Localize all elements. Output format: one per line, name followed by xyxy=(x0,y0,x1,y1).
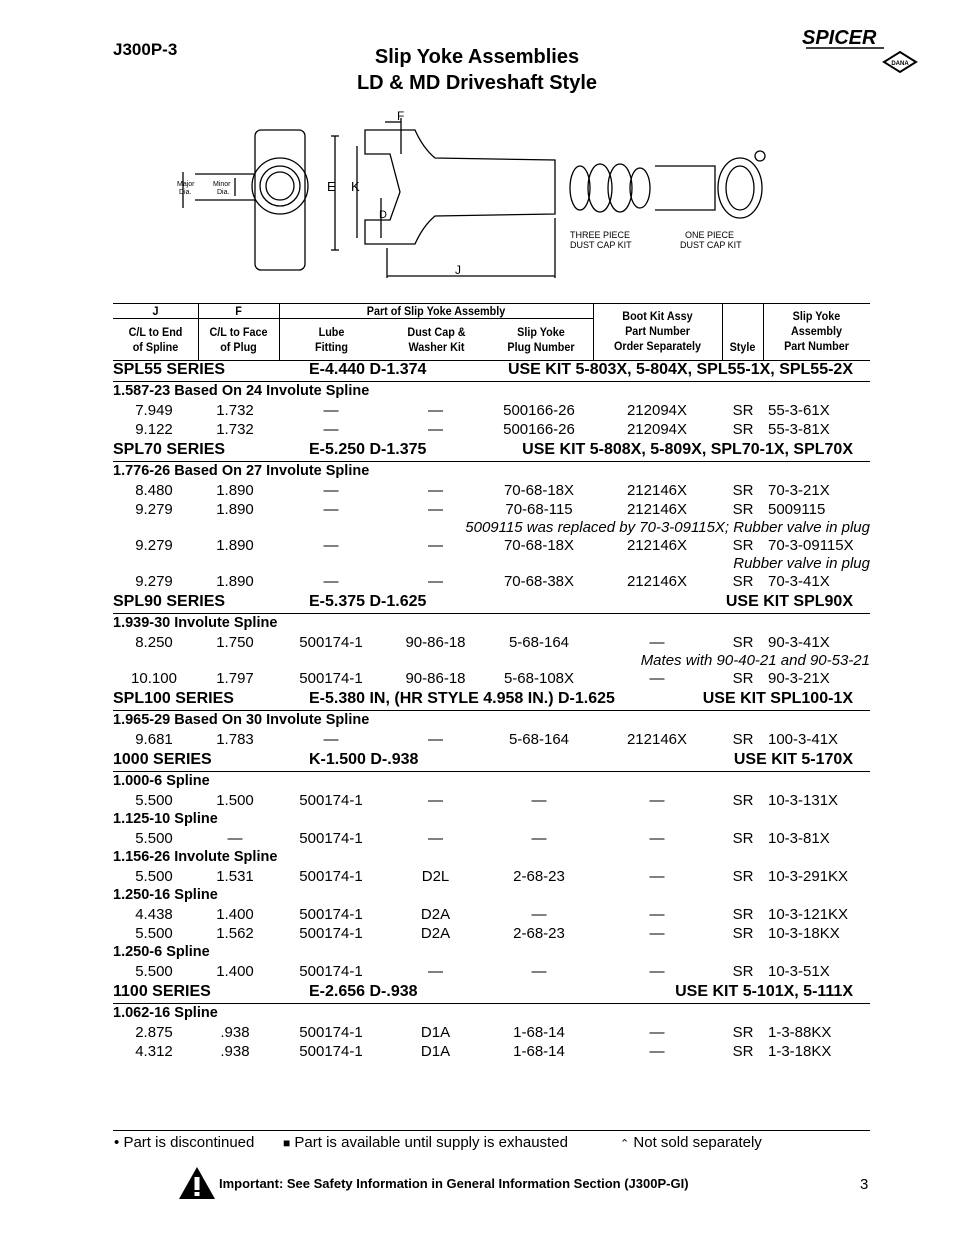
cell-assembly: 55-3-61X xyxy=(768,402,830,419)
table-row xyxy=(113,962,870,981)
slip-yoke-diagram xyxy=(175,108,795,283)
cell-plug: 5-68-164 xyxy=(508,634,570,651)
spline-label: 1.939-30 Involute Spline xyxy=(113,615,278,631)
cell-lube: 500174-1 xyxy=(299,868,363,885)
cell-lube: — xyxy=(323,731,339,748)
series-row xyxy=(113,591,870,614)
series-row xyxy=(113,439,870,462)
cell-f: 1.400 xyxy=(216,906,254,923)
svg-text:DUST CAP KIT: DUST CAP KIT xyxy=(570,240,632,250)
cell-style: SR xyxy=(732,421,754,438)
cell-plug: 500166-26 xyxy=(503,421,575,438)
cell-assembly: 10-3-291KX xyxy=(768,868,849,885)
series-name: SPL90 SERIES xyxy=(113,593,226,610)
cell-plug: 70-68-115 xyxy=(505,501,573,518)
cell-boot-kit: — xyxy=(649,1024,665,1041)
spline-label: 1.000-6 Spline xyxy=(113,773,210,789)
cell-f: 1.890 xyxy=(216,573,254,590)
cell-plug: 5-68-108X xyxy=(503,670,575,687)
cell-dust-cap: D1A xyxy=(420,1024,451,1041)
col-plug: Slip Yoke Plug Number xyxy=(507,325,575,354)
cell-boot-kit: 212094X xyxy=(626,421,688,438)
cell-plug: — xyxy=(531,830,547,847)
table-row xyxy=(113,633,870,652)
cell-dust-cap: — xyxy=(428,731,443,748)
cell-j: 2.875 xyxy=(135,1024,173,1041)
cell-dust-cap: — xyxy=(428,830,443,847)
cell-plug: 1-68-14 xyxy=(513,1043,565,1060)
col-style: Style xyxy=(729,340,756,354)
table-row xyxy=(113,1023,870,1042)
legend-supply: ■ Part is available until supply is exhausted xyxy=(283,1134,568,1151)
spline-subheading xyxy=(113,711,870,730)
cell-assembly: 90-3-41X xyxy=(768,634,830,651)
cell-dust-cap: — xyxy=(428,421,443,438)
series-kit: USE KIT 5-170X xyxy=(733,751,853,768)
cell-style: SR xyxy=(732,830,754,847)
cell-boot-kit: — xyxy=(649,963,665,980)
page-subtitle: LD & MD Driveshaft Style xyxy=(356,72,598,94)
spline-label: 1.062-16 Spline xyxy=(113,1005,218,1021)
cell-lube: 500174-1 xyxy=(299,925,363,942)
series-dimensions: E-4.440 D-1.374 xyxy=(309,361,427,378)
cell-f: 1.400 xyxy=(216,963,254,980)
col-f-sub: C/L to Face of Plug xyxy=(209,325,268,354)
safety-notice: Important: See Safety Information in General Information Section (J300P-GI) xyxy=(219,1176,689,1191)
cell-dust-cap: D2A xyxy=(420,906,451,923)
cell-f: — xyxy=(227,830,243,847)
col-group: Part of Slip Yoke Assembly xyxy=(366,304,506,318)
cell-j: 7.949 xyxy=(135,402,173,419)
cell-dust-cap: — xyxy=(428,573,443,590)
cell-dust-cap: — xyxy=(428,482,443,499)
col-j-sub: C/L to End of Spline xyxy=(128,325,183,354)
table-header xyxy=(113,303,870,361)
table-row xyxy=(113,791,870,810)
row-note xyxy=(113,519,870,536)
cell-boot-kit: — xyxy=(649,1043,665,1060)
table-row xyxy=(113,420,870,439)
legend-discontinued: • Part is discontinued xyxy=(114,1134,255,1151)
cell-f: 1.500 xyxy=(216,792,254,809)
dana-text: DANA xyxy=(891,61,909,67)
svg-text:K: K xyxy=(351,179,360,194)
series-dimensions: E-5.250 D-1.375 xyxy=(309,441,427,458)
cell-f: 1.890 xyxy=(216,537,254,554)
spline-label: 1.125-10 Spline xyxy=(113,811,218,827)
cell-boot-kit: — xyxy=(649,830,665,847)
cell-assembly: 10-3-121KX xyxy=(768,906,849,923)
cell-assembly: 10-3-81X xyxy=(768,830,830,847)
spline-label: 1.156-26 Involute Spline xyxy=(113,849,278,865)
series-row xyxy=(113,749,870,772)
table-row xyxy=(113,829,870,848)
table-row xyxy=(113,536,870,555)
series-dimensions: E-5.380 IN, (HR STYLE 4.958 IN.) D-1.625 xyxy=(309,690,615,707)
table-row xyxy=(113,669,870,688)
cell-f: 1.732 xyxy=(216,421,254,438)
cell-f: 1.531 xyxy=(216,868,254,885)
cell-lube: 500174-1 xyxy=(299,830,363,847)
series-dimensions: K-1.500 D-.938 xyxy=(309,751,419,768)
cell-plug: 2-68-23 xyxy=(513,868,565,885)
cell-lube: — xyxy=(323,501,339,518)
cell-boot-kit: 212146X xyxy=(626,731,688,748)
col-j: J xyxy=(152,304,159,318)
spline-label: 1.965-29 Based On 30 Involute Spline xyxy=(113,712,370,728)
cell-style: SR xyxy=(732,925,754,942)
cell-plug: 70-68-38X xyxy=(503,573,575,590)
series-row xyxy=(113,981,870,1004)
cell-f: 1.750 xyxy=(216,634,254,651)
svg-text:THREE PIECE: THREE PIECE xyxy=(570,230,631,240)
cell-dust-cap: — xyxy=(428,501,443,518)
cell-f: 1.797 xyxy=(216,670,254,687)
series-name: SPL70 SERIES xyxy=(113,441,226,458)
cell-j: 9.279 xyxy=(135,573,173,590)
note-text: Mates with 90-40-21 and 90-53-21 xyxy=(640,652,870,669)
col-f: F xyxy=(235,304,242,318)
spline-label: 1.776-26 Based On 27 Involute Spline xyxy=(113,463,370,479)
cell-j: 9.279 xyxy=(135,501,173,518)
cell-plug: — xyxy=(531,792,547,809)
cell-f: 1.783 xyxy=(216,731,254,748)
parts-table-body xyxy=(113,359,870,1061)
table-row xyxy=(113,924,870,943)
cell-style: SR xyxy=(732,670,754,687)
cell-dust-cap: 90-86-18 xyxy=(405,634,466,651)
cell-assembly: 10-3-131X xyxy=(768,792,839,809)
cell-f: 1.890 xyxy=(216,482,254,499)
cell-dust-cap: — xyxy=(428,792,443,809)
cell-lube: — xyxy=(323,402,339,419)
cell-j: 5.500 xyxy=(135,792,173,809)
brand-text: SPICER xyxy=(802,27,877,49)
cell-style: SR xyxy=(732,573,754,590)
cell-style: SR xyxy=(732,868,754,885)
cell-lube: 500174-1 xyxy=(299,906,363,923)
table-row xyxy=(113,730,870,749)
page-number: 3 xyxy=(860,1176,869,1193)
cell-boot-kit: — xyxy=(649,906,665,923)
cell-dust-cap: 90-86-18 xyxy=(405,670,466,687)
cell-j: 5.500 xyxy=(135,868,173,885)
cell-dust-cap: — xyxy=(428,537,443,554)
col-boot: Boot Kit Assy Part Number Order Separately xyxy=(613,309,702,353)
table-row xyxy=(113,481,870,500)
cell-lube: 500174-1 xyxy=(299,1043,363,1060)
cell-boot-kit: — xyxy=(649,868,665,885)
cell-f: 1.562 xyxy=(216,925,254,942)
cell-boot-kit: 212094X xyxy=(626,402,688,419)
cell-j: 5.500 xyxy=(135,830,173,847)
cell-j: 5.500 xyxy=(135,963,173,980)
cell-j: 4.438 xyxy=(135,906,173,923)
warning-icon xyxy=(178,1166,216,1200)
table-row xyxy=(113,401,870,420)
col-asm: Slip Yoke Assembly Part Number xyxy=(784,309,849,353)
cell-style: SR xyxy=(732,792,754,809)
cell-plug: — xyxy=(531,963,547,980)
cell-lube: 500174-1 xyxy=(299,792,363,809)
cell-plug: 2-68-23 xyxy=(513,925,565,942)
spline-subheading xyxy=(113,886,870,905)
cell-assembly: 55-3-81X xyxy=(768,421,830,438)
cell-assembly: 70-3-09115X xyxy=(768,537,854,554)
cell-lube: 500174-1 xyxy=(299,963,363,980)
cell-j: 9.681 xyxy=(135,731,173,748)
cell-assembly: 90-3-21X xyxy=(768,670,830,687)
row-note xyxy=(113,555,870,572)
cell-plug: 5-68-164 xyxy=(508,731,570,748)
page-title: Slip Yoke Assemblies xyxy=(374,46,580,68)
cell-style: SR xyxy=(732,963,754,980)
svg-text:Dia.: Dia. xyxy=(179,189,192,196)
cell-lube: 500174-1 xyxy=(299,670,363,687)
cell-dust-cap: D2A xyxy=(420,925,451,942)
cell-assembly: 10-3-51X xyxy=(768,963,830,980)
svg-text:D: D xyxy=(379,209,387,221)
cell-boot-kit: — xyxy=(649,670,665,687)
cell-style: SR xyxy=(732,482,754,499)
spline-subheading xyxy=(113,1004,870,1023)
cell-j: 5.500 xyxy=(135,925,173,942)
series-kit: USE KIT SPL90X xyxy=(725,593,853,610)
cell-j: 9.279 xyxy=(135,537,173,554)
svg-text:F: F xyxy=(397,109,405,123)
spline-subheading xyxy=(113,462,870,481)
cell-dust-cap: — xyxy=(428,963,443,980)
table-row xyxy=(113,867,870,886)
cell-plug: 70-68-18X xyxy=(503,537,575,554)
note-text: Rubber valve in plug xyxy=(733,555,870,572)
cell-style: SR xyxy=(732,1024,754,1041)
col-dust: Dust Cap & Washer Kit xyxy=(407,325,466,354)
cell-boot-kit: 212146X xyxy=(626,482,688,499)
cell-lube: 500174-1 xyxy=(299,1024,363,1041)
cell-lube: — xyxy=(323,573,339,590)
cell-j: 4.312 xyxy=(135,1043,173,1060)
cell-plug: — xyxy=(531,906,547,923)
svg-text:DUST CAP KIT: DUST CAP KIT xyxy=(680,240,742,250)
series-row xyxy=(113,359,870,382)
cell-style: SR xyxy=(732,731,754,748)
spline-subheading xyxy=(113,810,870,829)
cell-style: SR xyxy=(732,501,754,518)
series-kit: USE KIT 5-808X, 5-809X, SPL70-1X, SPL70X xyxy=(522,441,853,458)
cell-boot-kit: — xyxy=(649,925,665,942)
spicer-logo xyxy=(800,24,918,76)
cell-lube: — xyxy=(323,421,339,438)
cell-lube: — xyxy=(323,482,339,499)
series-kit: USE KIT 5-101X, 5-111X xyxy=(675,983,853,1000)
cell-assembly: 70-3-21X xyxy=(768,482,830,499)
document-id: J300P-3 xyxy=(113,40,178,59)
cell-plug: 1-68-14 xyxy=(513,1024,565,1041)
cell-dust-cap: D1A xyxy=(420,1043,451,1060)
table-row xyxy=(113,905,870,924)
row-note xyxy=(113,652,870,669)
cell-f: .938 xyxy=(220,1043,250,1060)
spline-label: 1.250-6 Spline xyxy=(113,944,210,960)
spline-subheading xyxy=(113,382,870,401)
spline-subheading xyxy=(113,943,870,962)
cell-boot-kit: 212146X xyxy=(626,501,688,518)
cell-boot-kit: 212146X xyxy=(626,573,688,590)
cell-boot-kit: — xyxy=(649,792,665,809)
note-text: 5009115 was replaced by 70-3-09115X; Rubber valve in plug xyxy=(465,519,870,536)
cell-style: SR xyxy=(732,1043,754,1060)
cell-assembly: 70-3-41X xyxy=(768,573,830,590)
svg-text:Major: Major xyxy=(177,181,195,188)
legend-not-sold: ⌃ Not sold separately xyxy=(620,1134,762,1151)
cell-f: 1.890 xyxy=(216,501,254,518)
spline-subheading xyxy=(113,772,870,791)
svg-text:ONE PIECE: ONE PIECE xyxy=(685,230,735,240)
series-dimensions: E-2.656 D-.938 xyxy=(309,983,418,1000)
cell-assembly: 100-3-41X xyxy=(768,731,839,748)
cell-lube: — xyxy=(323,537,339,554)
cell-f: 1.732 xyxy=(216,402,254,419)
svg-text:J: J xyxy=(455,263,461,277)
table-row xyxy=(113,1042,870,1061)
series-name: SPL100 SERIES xyxy=(113,690,234,707)
series-dimensions: E-5.375 D-1.625 xyxy=(309,593,427,610)
cell-dust-cap: D2L xyxy=(421,868,450,885)
series-kit: USE KIT SPL100-1X xyxy=(702,690,853,707)
svg-text:Dia.: Dia. xyxy=(217,189,230,196)
spline-subheading xyxy=(113,614,870,633)
footer-divider xyxy=(113,1130,870,1131)
table-row xyxy=(113,572,870,591)
cell-assembly: 1-3-18KX xyxy=(768,1043,832,1060)
cell-f: .938 xyxy=(220,1024,250,1041)
cell-j: 8.480 xyxy=(135,482,173,499)
cell-style: SR xyxy=(732,402,754,419)
col-lube: Lube Fitting xyxy=(315,325,348,354)
cell-j: 9.122 xyxy=(135,421,173,438)
cell-assembly: 10-3-18KX xyxy=(768,925,840,942)
cell-style: SR xyxy=(732,634,754,651)
table-row xyxy=(113,500,870,519)
series-name: 1000 SERIES xyxy=(113,751,212,768)
spline-label: 1.587-23 Based On 24 Involute Spline xyxy=(113,383,370,399)
svg-text:Minor: Minor xyxy=(213,181,231,188)
cell-boot-kit: — xyxy=(649,634,665,651)
series-name: 1100 SERIES xyxy=(113,983,211,1000)
series-row xyxy=(113,688,870,711)
cell-boot-kit: 212146X xyxy=(626,537,688,554)
cell-plug: 70-68-18X xyxy=(503,482,575,499)
spline-label: 1.250-16 Spline xyxy=(113,887,218,903)
spline-subheading xyxy=(113,848,870,867)
svg-text:E: E xyxy=(327,179,336,194)
cell-assembly: 5009115 xyxy=(768,501,826,518)
series-kit: USE KIT 5-803X, 5-804X, SPL55-1X, SPL55-2X xyxy=(507,361,853,378)
cell-assembly: 1-3-88KX xyxy=(768,1024,832,1041)
cell-j: 10.100 xyxy=(131,670,177,687)
series-name: SPL55 SERIES xyxy=(113,361,226,378)
cell-plug: 500166-26 xyxy=(503,402,575,419)
cell-lube: 500174-1 xyxy=(299,634,363,651)
cell-dust-cap: — xyxy=(428,402,443,419)
cell-style: SR xyxy=(732,537,754,554)
cell-j: 8.250 xyxy=(135,634,173,651)
cell-style: SR xyxy=(732,906,754,923)
